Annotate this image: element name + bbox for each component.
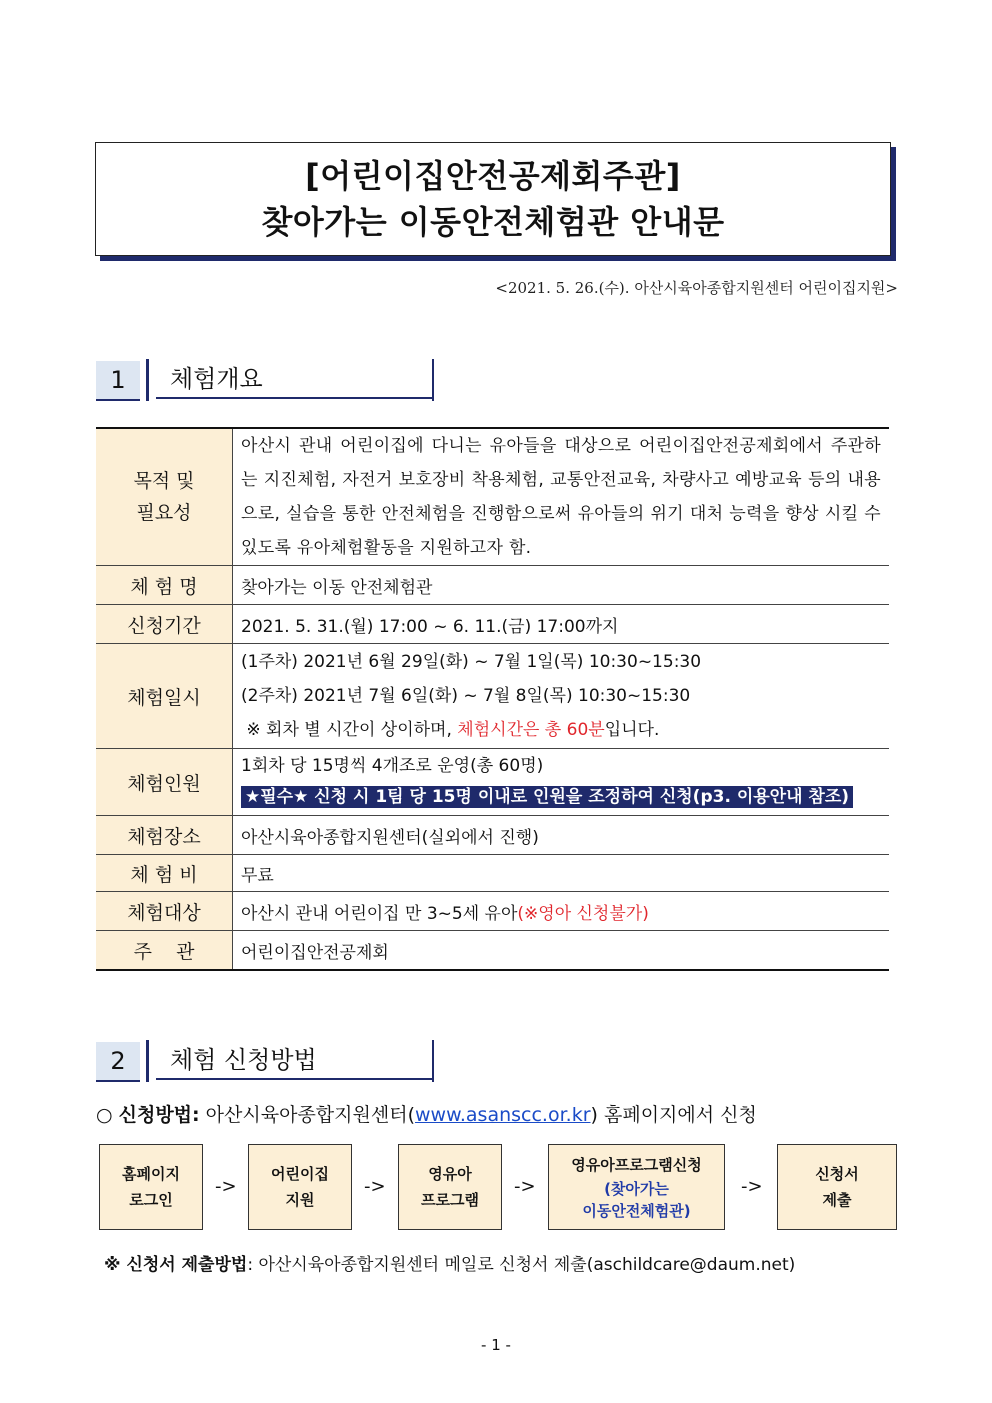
page-number: - 1 - bbox=[481, 1336, 511, 1354]
section-end-bar bbox=[432, 359, 434, 401]
people-line2 bbox=[241, 782, 881, 813]
flow-arrow: -> bbox=[364, 1176, 386, 1197]
flow-step-program bbox=[398, 1144, 502, 1230]
section-end-bar bbox=[432, 1040, 434, 1082]
schedule-note-duration: 체험시간은 총 60분 bbox=[457, 720, 605, 740]
apply-text-end: ) 홈페이지에서 신청 bbox=[590, 1104, 757, 1126]
label-fee: 체 험 비 bbox=[96, 855, 233, 892]
flow-step-4-line2: (찾아가는 bbox=[604, 1180, 669, 1198]
table-row-purpose bbox=[96, 428, 889, 566]
label-purpose-line1: 목적 및 bbox=[133, 470, 195, 492]
title-line-2: 찾아가는 이동안전체험관 안내문 bbox=[261, 203, 725, 241]
schedule-week1: (1주차) 2021년 6월 29일(화) ~ 7월 1일(목) 10:30~15:30 bbox=[241, 652, 702, 672]
flow-step-1-line2: 로그인 bbox=[129, 1191, 173, 1209]
flow-step-4-line1: 영유아프로그램신청 bbox=[571, 1156, 702, 1174]
flow-step-3-line1: 영유아 bbox=[428, 1165, 472, 1183]
flow-step-5-line2: 제출 bbox=[822, 1191, 852, 1209]
label-target: 체험대상 bbox=[96, 892, 233, 931]
section-divider bbox=[146, 359, 149, 401]
flow-arrow: -> bbox=[741, 1176, 763, 1197]
value-schedule bbox=[233, 644, 890, 749]
label-period: 신청기간 bbox=[96, 605, 233, 644]
section-1-heading bbox=[96, 359, 434, 401]
date-line: <2021. 5. 26.(수). 아산시육아종합지원센터 어린이집지원> bbox=[495, 279, 898, 297]
overview-table bbox=[96, 427, 889, 971]
value-host: 어린이집안전공제회 bbox=[233, 931, 890, 971]
table-row-target bbox=[96, 892, 889, 931]
people-line1: 1회차 당 15명씩 4개조로 운영(총 60명) bbox=[241, 756, 544, 776]
table-row-schedule bbox=[96, 644, 889, 749]
title-line-1: [어린이집안전공제회주관] bbox=[305, 157, 681, 195]
flow-step-1-line1: 홈페이지 bbox=[122, 1165, 180, 1183]
label-people: 체험인원 bbox=[96, 749, 233, 816]
label-place: 체험장소 bbox=[96, 816, 233, 855]
table-row-place bbox=[96, 816, 889, 855]
table-row-name bbox=[96, 566, 889, 605]
target-note: (※영아 신청불가) bbox=[517, 903, 649, 924]
website-link[interactable]: www.asanscc.or.kr bbox=[415, 1104, 591, 1126]
title-box bbox=[95, 142, 891, 256]
submit-note-text: : 아산시육아종합지원센터 메일로 신청서 제출(aschildcare@daum.net) bbox=[247, 1255, 796, 1275]
label-host: 주 관 bbox=[96, 931, 233, 971]
schedule-note bbox=[241, 713, 881, 747]
section-divider bbox=[146, 1040, 149, 1082]
flow-step-program-apply bbox=[548, 1144, 725, 1230]
section-2-number: 2 bbox=[96, 1042, 140, 1082]
value-place: 아산시육아종합지원센터(실외에서 진행) bbox=[233, 816, 890, 855]
section-1-title: 체험개요 bbox=[156, 359, 432, 399]
table-row-fee bbox=[96, 855, 889, 892]
flow-step-daycare-support bbox=[248, 1144, 352, 1230]
value-purpose: 아산시 관내 어린이집에 다니는 유아들을 대상으로 어린이집안전공제회에서 주관하는 지진체험, 자전거 보호장비 착용체험, 교통안전교육, 차량사고 예방교육 등의 내용으로, 실습을 통한 안전체험을 진행함으로써 유아들의 위기 대처 능력을 향상 시킬 수 있도록 유아체험활동을 지원하고자 함. bbox=[233, 428, 890, 566]
value-name: 찾아가는 이동 안전체험관 bbox=[233, 566, 890, 605]
flow-arrow: -> bbox=[514, 1176, 536, 1197]
label-purpose bbox=[96, 428, 233, 566]
flow-step-2-line2: 지원 bbox=[285, 1191, 315, 1209]
apply-label: 신청방법: bbox=[118, 1104, 200, 1126]
required-highlight: ★필수★ 신청 시 1팀 당 15명 이내로 인원을 조정하여 신청(p3. 이용안내 참조) bbox=[241, 786, 853, 808]
label-name: 체 험 명 bbox=[96, 566, 233, 605]
flow-step-3-line2: 프로그램 bbox=[421, 1191, 479, 1209]
flow-step-4-line3: 이동안전체험관) bbox=[582, 1202, 691, 1220]
section-2-title: 체험 신청방법 bbox=[156, 1040, 432, 1080]
value-period: 2021. 5. 31.(월) 17:00 ~ 6. 11.(금) 17:00까지 bbox=[233, 605, 890, 644]
label-schedule: 체험일시 bbox=[96, 644, 233, 749]
value-fee: 무료 bbox=[233, 855, 890, 892]
submit-note bbox=[104, 1250, 795, 1275]
schedule-week2: (2주차) 2021년 7월 6일(화) ~ 7월 8일(목) 10:30~15:30 bbox=[241, 686, 691, 706]
flow-step-5-line1: 신청서 bbox=[815, 1165, 859, 1183]
section-1-number: 1 bbox=[96, 361, 140, 401]
table-row-period bbox=[96, 605, 889, 644]
flow-step-2-line1: 어린이집 bbox=[271, 1165, 329, 1183]
flow-step-login bbox=[99, 1144, 203, 1230]
label-purpose-line2: 필요성 bbox=[136, 502, 192, 524]
schedule-note-text: ※ 회차 별 시간이 상이하며, bbox=[241, 720, 458, 740]
schedule-note-end: 입니다. bbox=[604, 720, 660, 740]
target-text: 아산시 관내 어린이집 만 3~5세 유아 bbox=[241, 903, 518, 924]
value-target bbox=[233, 892, 890, 931]
circle-bullet: ○ bbox=[96, 1104, 119, 1126]
value-people bbox=[233, 749, 890, 816]
flow-arrow: -> bbox=[215, 1176, 237, 1197]
submit-note-label: ※ 신청서 제출방법 bbox=[104, 1255, 248, 1275]
flow-step-submit bbox=[777, 1144, 897, 1230]
apply-text: 아산시육아종합지원센터( bbox=[199, 1104, 415, 1126]
apply-method bbox=[96, 1100, 757, 1127]
table-row-people bbox=[96, 749, 889, 816]
section-2-heading bbox=[96, 1040, 434, 1082]
table-row-host bbox=[96, 931, 889, 971]
